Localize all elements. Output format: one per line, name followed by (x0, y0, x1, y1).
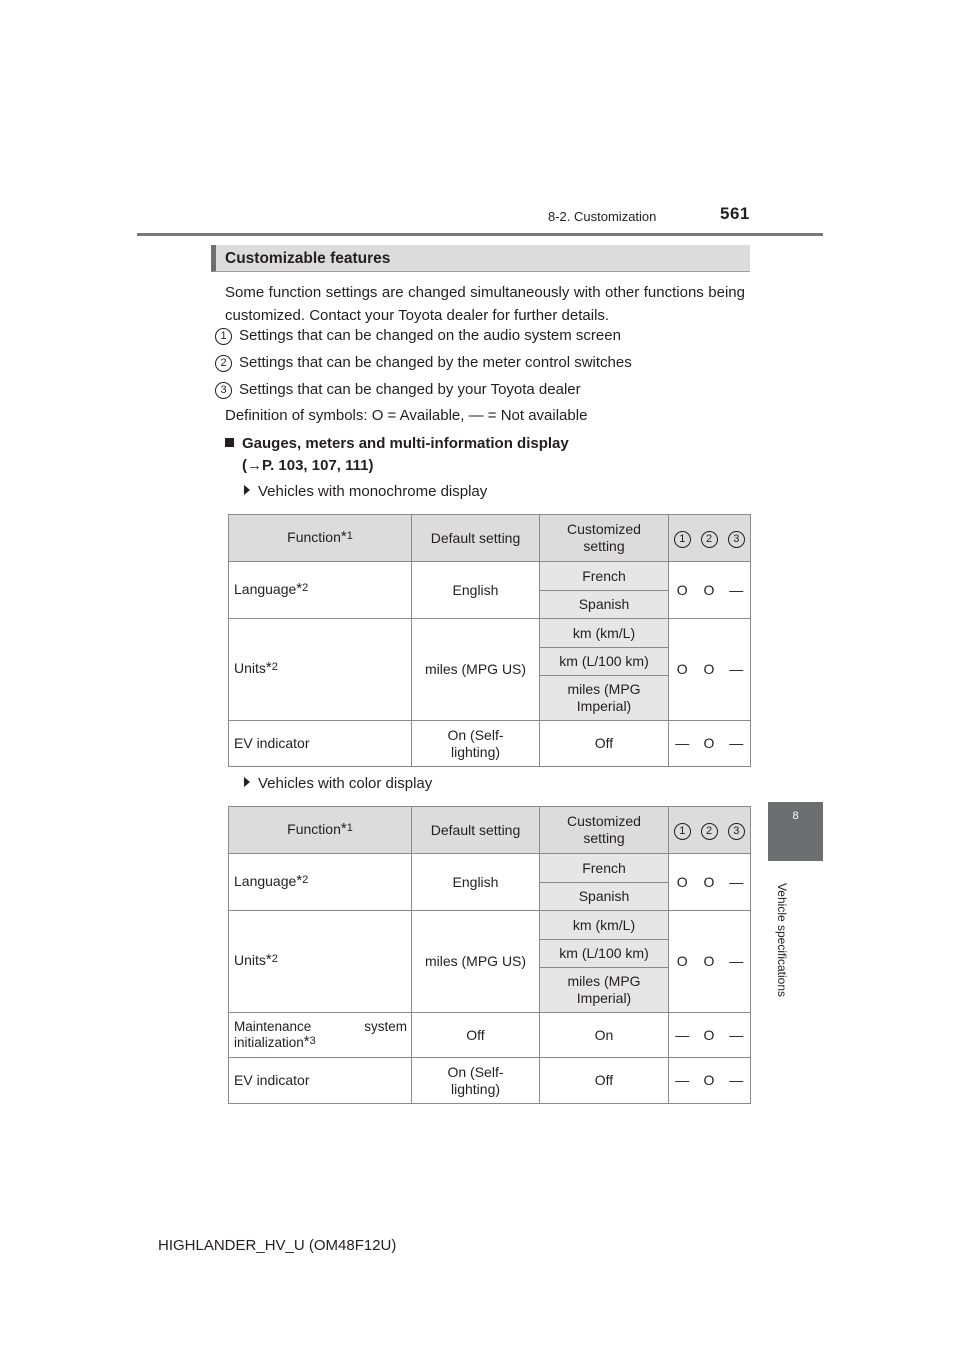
default-ev: On (Self-lighting) (412, 721, 540, 767)
option-spanish: Spanish (540, 591, 669, 619)
header-col1: 1 (669, 515, 696, 562)
option-french: French (540, 562, 669, 591)
header-col2: 2 (696, 807, 723, 854)
legend-item (215, 381, 581, 399)
legend-item (215, 354, 632, 372)
gauges-heading-line1: Gauges, meters and multi-information display (242, 435, 569, 452)
header-col3: 3 (723, 515, 751, 562)
function-ev-indicator: EV indicator (229, 1058, 412, 1104)
symbol-definition: Definition of symbols: O = Available, — = Not available (225, 407, 588, 424)
header-col3: 3 (723, 807, 751, 854)
variant-label-mono: Vehicles with monochrome display (244, 483, 487, 500)
table-header-row (229, 515, 751, 562)
chapter-tab-label (760, 866, 804, 1016)
custom-ev: Off (540, 721, 669, 767)
variant-label-color: Vehicles with color display (244, 775, 432, 792)
function-units: Units$^{*2}$ (229, 619, 412, 721)
table-row: Spanish (229, 883, 751, 911)
legend-text: Settings that can be changed by the meter control switches (239, 354, 632, 371)
chapter-title: Vehicle specifications (775, 882, 789, 998)
header-default: Default setting (412, 807, 540, 854)
gauges-heading (225, 433, 569, 477)
header-section: 8-2. Customization (548, 209, 657, 224)
table-row: km (L/100 km) (229, 648, 751, 676)
header-customized: Customized setting (540, 807, 669, 854)
page-reference-link[interactable]: (→P. 103, 107, 111) (242, 457, 374, 474)
default-units: miles (MPG US) (412, 619, 540, 721)
function-units: Units$^{*2}$ (229, 911, 412, 1013)
table-row: EV indicator On (Self-lighting) Off — O — (229, 1058, 751, 1104)
function-ev-indicator: EV indicator (229, 721, 412, 767)
function-language: Language$^{*2}$ (229, 562, 412, 619)
function-language: Language$^{*2}$ (229, 854, 412, 911)
intro-paragraph: Some function settings are changed simultaneously with other functions being customized. Contact your Toyota dealer for further details. (225, 284, 745, 324)
table-header-row (229, 807, 751, 854)
legend-number: 2 (215, 355, 232, 372)
bullet-square-icon (225, 438, 234, 447)
arrow-right-icon (244, 485, 250, 495)
arrow-right-icon (244, 777, 250, 787)
legend-number: 3 (215, 382, 232, 399)
header-customized: Customized setting (540, 515, 669, 562)
table-row: miles (MPG Imperial) (229, 968, 751, 1013)
legend-text: Settings that can be changed by your Toyota dealer (239, 381, 581, 398)
footer-model-code: HIGHLANDER_HV_U (OM48F12U) (158, 1237, 397, 1254)
default-language: English (412, 562, 540, 619)
header-col2: 2 (696, 515, 723, 562)
header-default: Default setting (412, 515, 540, 562)
chapter-tab[interactable] (768, 802, 823, 861)
header-col1: 1 (669, 807, 696, 854)
header-function: Function$^{*1}$ (229, 807, 412, 854)
chapter-number: 8 (792, 810, 799, 822)
table-row: miles (MPG Imperial) (229, 676, 751, 721)
mono-display-table (228, 514, 751, 767)
legend-number: 1 (215, 328, 232, 345)
function-maintenance: Maintenance system initialization$^{*3}$ (229, 1013, 412, 1058)
table-row: Language$^{*2}$ English French O O — (229, 854, 751, 883)
table-row: Units$^{*2}$ miles (MPG US) km (km/L) O O — (229, 911, 751, 940)
table-row: Maintenance system initialization$^{*3}$ Off On — O — (229, 1013, 751, 1058)
table-row: Language$^{*2}$ English French O O — (229, 562, 751, 591)
color-display-table (228, 806, 751, 1104)
legend-item (215, 327, 621, 345)
section-title: Customizable features (211, 245, 750, 272)
page-number: 561 (720, 204, 750, 223)
header-function: Function$^{*1}$ (229, 515, 412, 562)
table-row: km (L/100 km) (229, 940, 751, 968)
table-row: Units$^{*2}$ miles (MPG US) km (km/L) O O — (229, 619, 751, 648)
table-row: EV indicator On (Self-lighting) Off — O — (229, 721, 751, 767)
header-rule (137, 233, 823, 236)
legend-text: Settings that can be changed on the audio system screen (239, 327, 621, 344)
